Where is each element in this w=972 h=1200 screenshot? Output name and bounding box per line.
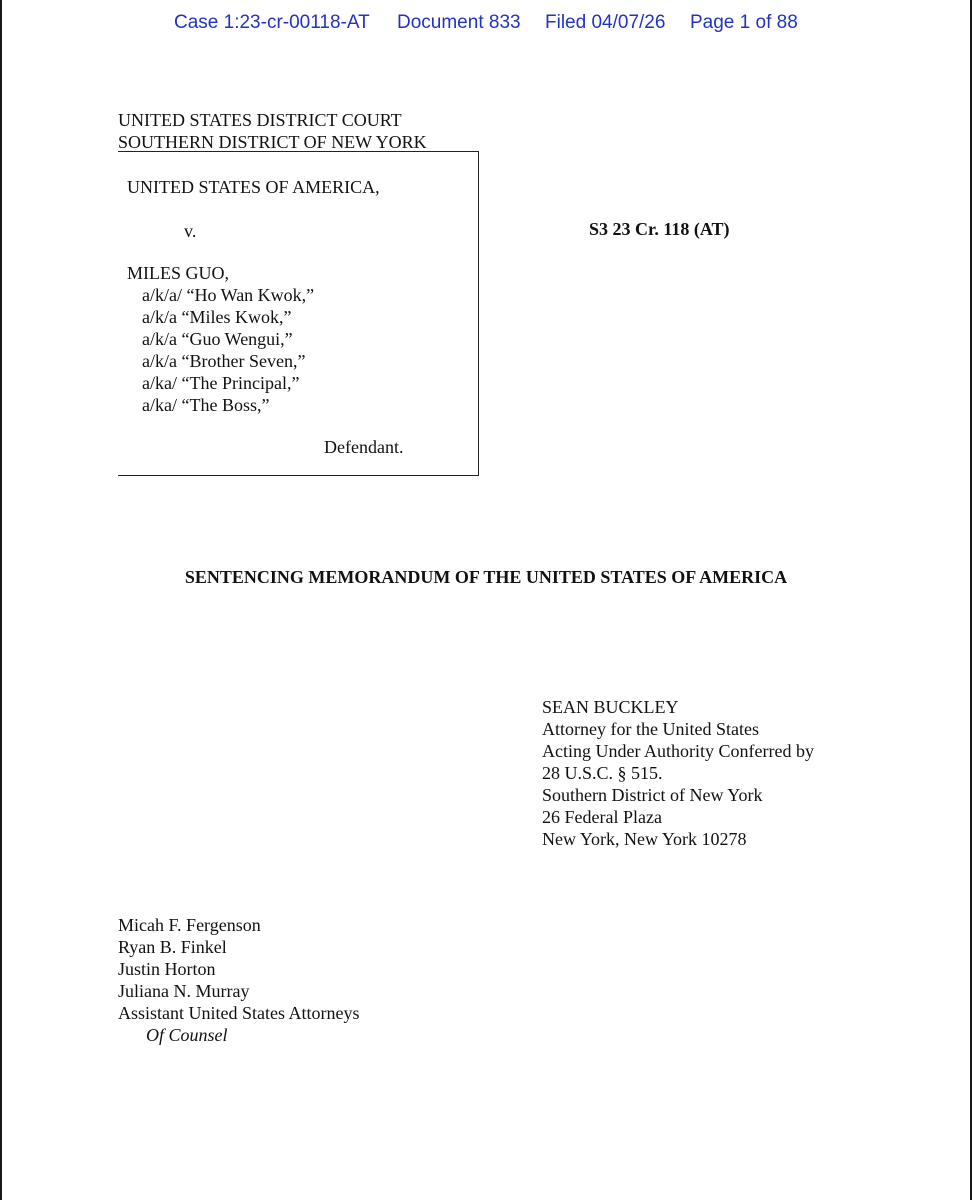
attorney-line: SEAN BUCKLEY	[542, 697, 679, 717]
attorney-line: 26 Federal Plaza	[542, 807, 662, 827]
counsel-name: Ryan B. Finkel	[118, 937, 227, 957]
caption-versus: v.	[184, 221, 197, 241]
ecf-document-number: Document 833	[397, 12, 521, 33]
document-title: SENTENCING MEMORANDUM OF THE UNITED STATES OF AMERICA	[184, 567, 788, 587]
ecf-case-number: Case 1:23-cr-00118-AT	[174, 12, 370, 33]
of-counsel-label: Of Counsel	[146, 1025, 228, 1045]
attorney-line: Attorney for the United States	[542, 719, 759, 739]
page-left-border	[0, 0, 2, 1200]
attorney-line: 28 U.S.C. § 515.	[542, 763, 663, 783]
caption-alias: a/k/a “Miles Kwok,”	[142, 307, 292, 327]
court-name-line2: SOUTHERN DISTRICT OF NEW YORK	[118, 132, 427, 152]
caption-alias: a/k/a/ “Ho Wan Kwok,”	[142, 285, 315, 305]
case-number: S3 23 Cr. 118 (AT)	[589, 219, 730, 239]
attorney-line: Southern District of New York	[542, 785, 763, 805]
attorney-line: Acting Under Authority Conferred by	[542, 741, 814, 761]
caption-alias: a/ka/ “The Boss,”	[142, 395, 270, 415]
ecf-filed-date: Filed 04/07/26	[545, 12, 666, 33]
caption-alias: a/ka/ “The Principal,”	[142, 373, 300, 393]
counsel-name: Micah F. Fergenson	[118, 915, 261, 935]
caption-plaintiff: UNITED STATES OF AMERICA,	[127, 177, 380, 197]
caption-alias: a/k/a “Guo Wengui,”	[142, 329, 293, 349]
court-name-line1: UNITED STATES DISTRICT COURT	[118, 110, 402, 130]
caption-alias: a/k/a “Brother Seven,”	[142, 351, 306, 371]
attorney-line: New York, New York 10278	[542, 829, 747, 849]
counsel-role: Assistant United States Attorneys	[118, 1003, 360, 1023]
counsel-name: Juliana N. Murray	[118, 981, 250, 1001]
counsel-name: Justin Horton	[118, 959, 216, 979]
caption-defendant-label: Defendant.	[324, 437, 404, 457]
ecf-page-count: Page 1 of 88	[690, 12, 798, 33]
caption-defendant-name: MILES GUO,	[127, 263, 229, 283]
ecf-header	[0, 12, 972, 38]
